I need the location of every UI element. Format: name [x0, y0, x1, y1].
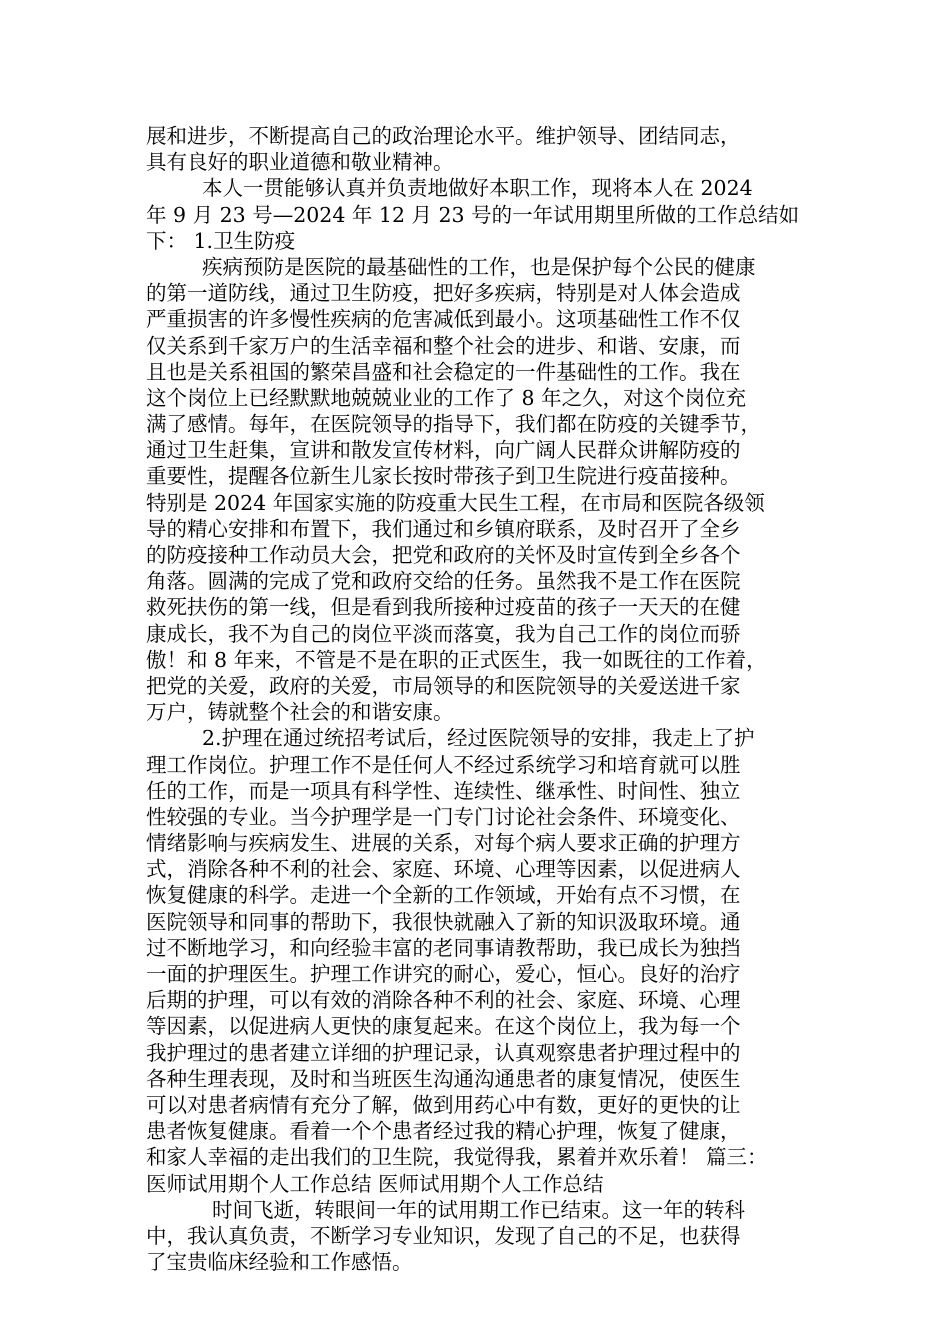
- text-line: 理工作岗位。护理工作不是任何人不经过系统学习和培育就可以胜: [146, 752, 741, 777]
- text-line: 医师试用期个人工作总结 医师试用期个人工作总结: [146, 1171, 604, 1196]
- text-line: 各种生理表现，及时和当班医生沟通沟通患者的康复情况，使医生: [146, 1066, 741, 1091]
- text-line: 一面的护理医生。护理工作讲究的耐心，爱心，恒心。良好的治疗: [146, 962, 741, 986]
- text-line: 具有良好的职业道德和敬业精神。: [146, 150, 454, 175]
- text-line: 患者恢复健康。看着一个个患者经过我的精心护理，恢复了健康，: [146, 1119, 741, 1144]
- text-line: 本人一贯能够认真并负责地做好本职工作，现将本人在 2024: [202, 176, 753, 201]
- text-line: 展和进步，不断提高自己的政治理论水平。维护领导、团结同志，: [146, 124, 741, 148]
- text-line: 的第一道防线，通过卫生防疫，把好多疾病，特别是对人体会造成: [146, 281, 741, 306]
- text-line: 且也是关系祖国的繁荣昌盛和社会稳定的一件基础性的工作。我在: [146, 359, 741, 384]
- text-line: 情绪影响与疾病发生、进展的关系，对每个病人要求正确的护理方: [146, 831, 741, 856]
- text-line: 可以对患者病情有充分了解，做到用药心中有数，更好的更快的让: [146, 1092, 741, 1117]
- text-line: 严重损害的许多慢性疾病的危害减低到最小。这项基础性工作不仅: [146, 307, 741, 332]
- text-line: 导的精心安排和布置下，我们通过和乡镇府联系，及时召开了全乡: [146, 516, 741, 541]
- text-line: 了宝贵临床经验和工作感悟。: [146, 1250, 413, 1275]
- text-line: 仅关系到千家万户的生活幸福和整个社会的进步、和谐、安康，而: [146, 333, 741, 358]
- document-body: [146, 123, 810, 1275]
- text-line: 年 9 月 23 号—2024 年 12 月 23 号的一年试用期里所做的工作总结如: [146, 202, 800, 227]
- text-line: 式，消除各种不利的社会、家庭、环境、心理等因素，以促进病人: [146, 857, 741, 882]
- text-line: 万户，铸就整个社会的和谐安康。: [146, 700, 454, 725]
- text-line: 任的工作，而是一项具有科学性、连续性、继承性、时间性、独立: [146, 778, 741, 803]
- text-line: 和家人幸福的走出我们的卫生院，我觉得我，累着并欢乐着！ 篇三：: [146, 1145, 768, 1170]
- text-line: 救死扶伤的第一线，但是看到我所接种过疫苗的孩子一天天的在健: [146, 595, 741, 620]
- text-line: 中，我认真负责，不断学习专业知识，发现了自己的不足，也获得: [146, 1223, 741, 1248]
- text-line: 通过卫生赶集，宣讲和散发宣传材料，向广阔人民群众讲解防疫的: [146, 438, 741, 463]
- text-line: 下： 1.卫生防疫: [146, 228, 296, 253]
- text-line: 傲！和 8 年来，不管是不是在职的正式医生，我一如既往的工作着，: [146, 647, 767, 672]
- text-line: 把党的关爱，政府的关爱，市局领导的和医院领导的关爱送进千家: [146, 673, 741, 698]
- text-line: 恢复健康的科学。走进一个全新的工作领域，开始有点不习惯，在: [146, 883, 741, 908]
- text-line: 等因素，以促进病人更快的康复起来。在这个岗位上，我为每一个: [146, 1014, 741, 1039]
- text-line: 的防疫接种工作动员大会，把党和政府的关怀及时宣传到全乡各个: [146, 543, 741, 567]
- text-line: 我护理过的患者建立详细的护理记录，认真观察患者护理过程中的: [146, 1040, 741, 1065]
- text-line: 满了感情。每年，在医院领导的指导下，我们都在防疫的关键季节，: [146, 412, 761, 437]
- text-line: 后期的护理，可以有效的消除各种不利的社会、家庭、环境、心理: [146, 988, 741, 1013]
- text-line: 这个岗位上已经默默地兢兢业业的工作了 8 年之久，对这个岗位充: [146, 385, 747, 410]
- text-line: 角落。圆满的完成了党和政府交给的任务。虽然我不是工作在医院: [146, 569, 741, 594]
- text-line: 特别是 2024 年国家实施的防疫重大民生工程，在市局和医院各级领: [146, 490, 765, 515]
- text-line: 过不断地学习，和向经验丰富的老同事请教帮助，我已成长为独挡: [146, 935, 741, 960]
- text-line: 医院领导和同事的帮助下，我很快就融入了新的知识汲取环境。通: [146, 909, 741, 934]
- text-line: 重要性，提醒各位新生儿家长按时带孩子到卫生院进行疫苗接种。: [146, 464, 741, 489]
- text-line: 康成长，我不为自己的岗位平淡而落寞，我为自己工作的岗位而骄: [146, 621, 741, 646]
- text-line: 时间飞逝，转眼间一年的试用期工作已结束。这一年的转科: [212, 1197, 745, 1222]
- text-line: 性较强的专业。当今护理学是一门专门讨论社会条件、环境变化、: [146, 804, 741, 829]
- text-line: 疾病预防是医院的最基础性的工作，也是保护每个公民的健康: [202, 254, 756, 279]
- text-line: 2.护理在通过统招考试后，经过医院领导的安排，我走上了护: [202, 726, 755, 751]
